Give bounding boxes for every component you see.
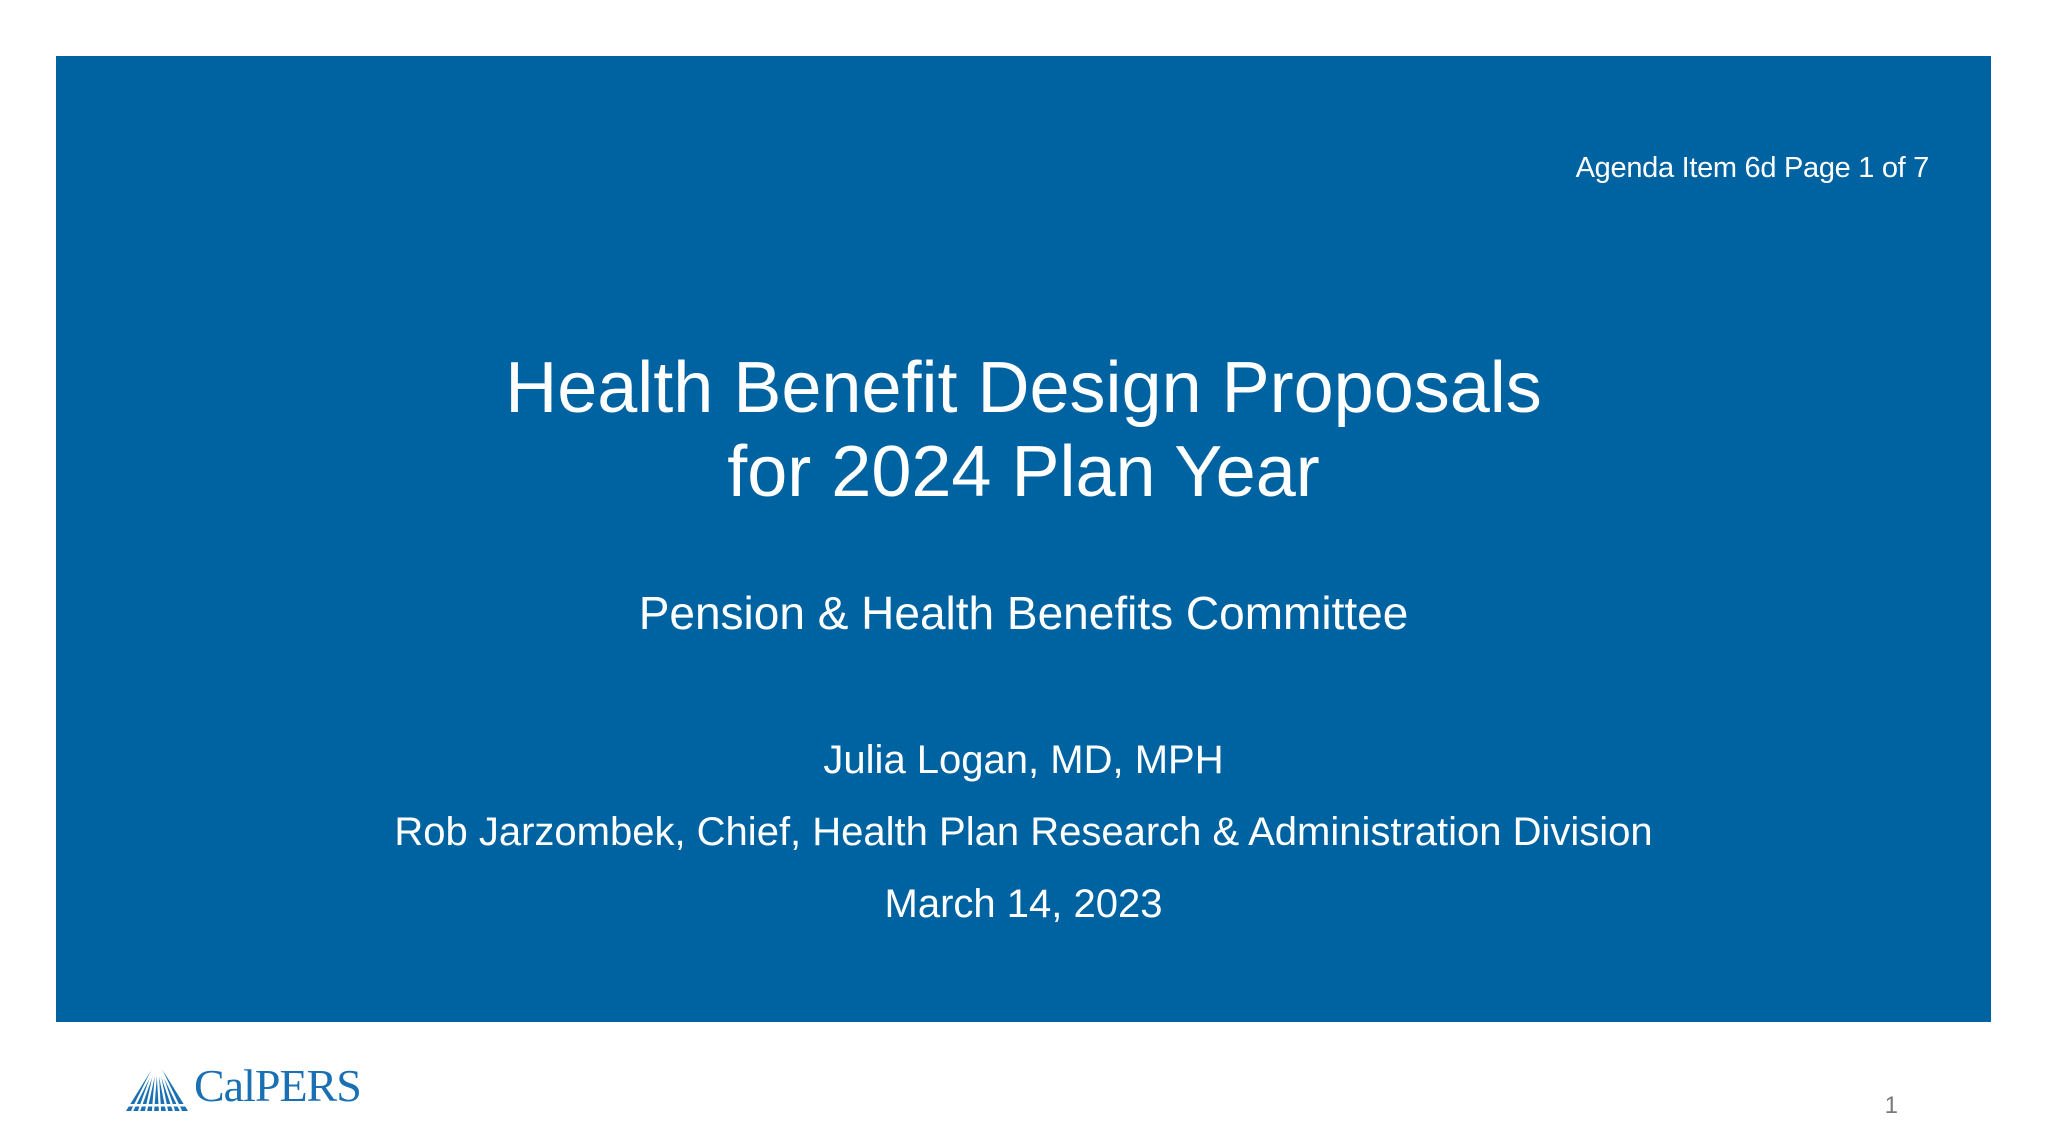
title-line-1: Health Benefit Design Proposals: [505, 348, 1542, 428]
presenter-block: [56, 724, 1991, 940]
slide-subtitle: Pension & Health Benefits Committee: [638, 587, 1409, 639]
slide-title: [56, 346, 1991, 514]
presentation-date: March 14, 2023: [884, 882, 1163, 926]
title-banner: [56, 56, 1991, 1022]
calpers-logo: [126, 1058, 361, 1114]
presenter-1: Julia Logan, MD, MPH: [823, 738, 1224, 782]
presenter-2: Rob Jarzombek, Chief, Health Plan Research & Administration Division: [394, 810, 1653, 854]
calpers-sunburst-icon: [126, 1060, 188, 1112]
page-number: 1: [1884, 1092, 1898, 1119]
agenda-item-label: Agenda Item 6d Page 1 of 7: [1575, 152, 1929, 184]
title-line-2: for 2024 Plan Year: [727, 432, 1320, 512]
calpers-wordmark: CalPERS: [194, 1060, 361, 1111]
